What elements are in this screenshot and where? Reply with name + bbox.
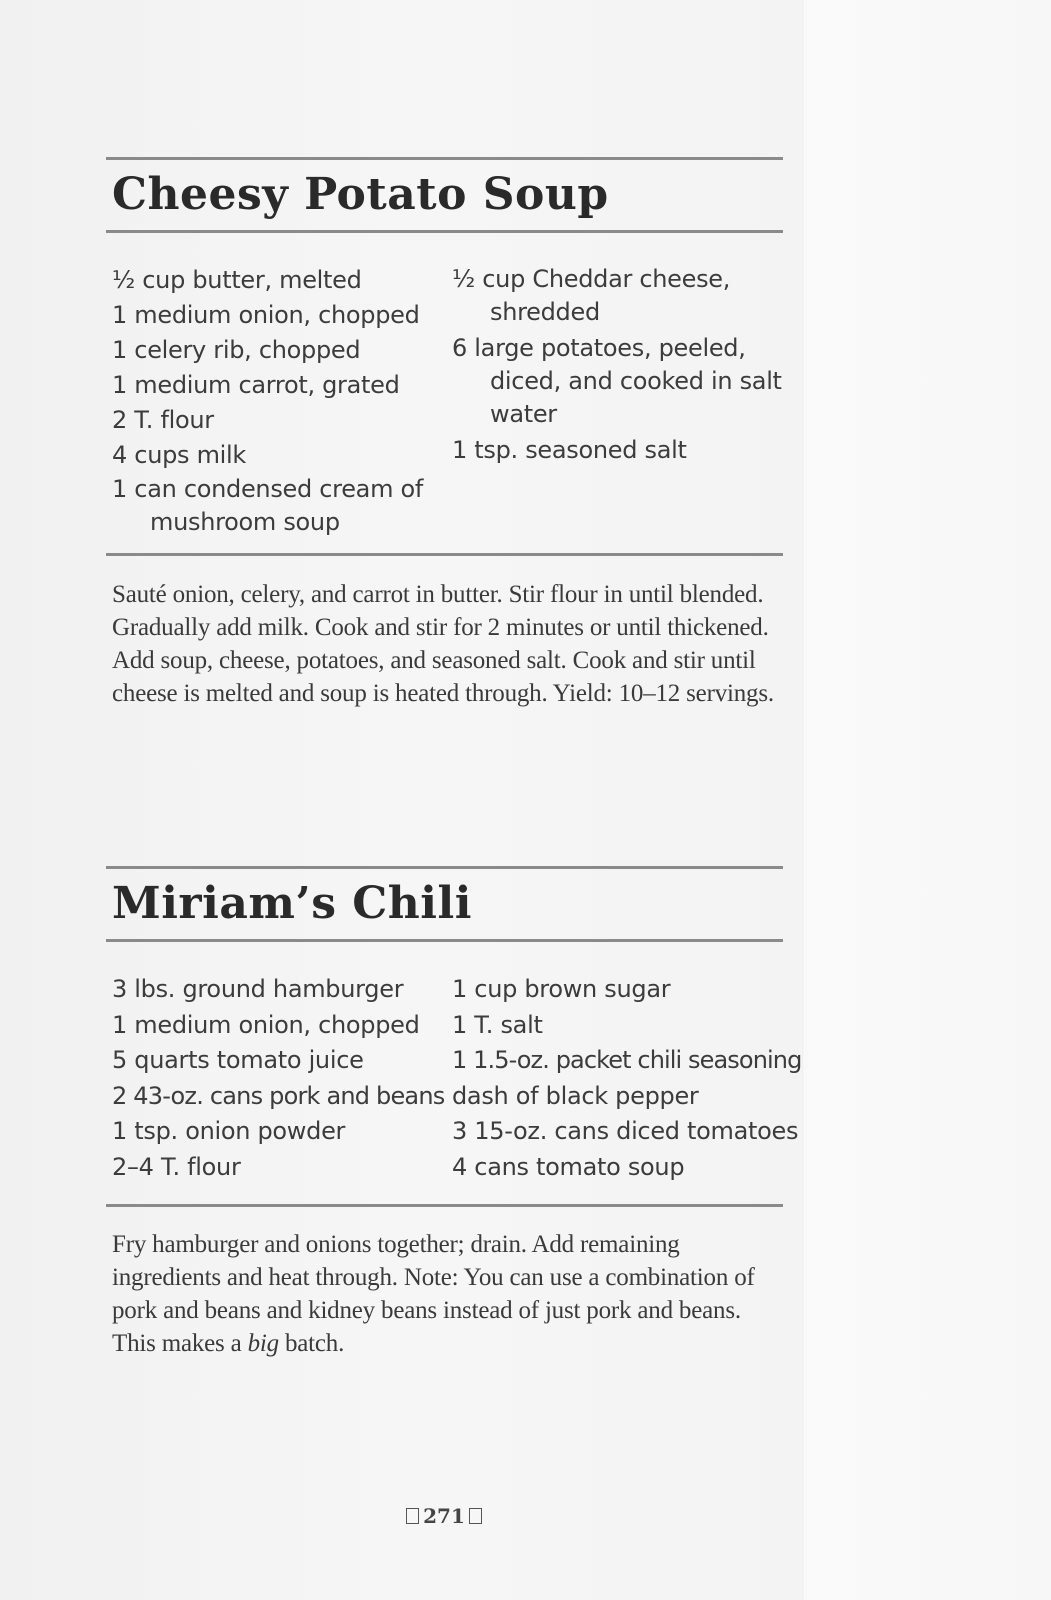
ingredient-item: 1 medium onion, chopped bbox=[112, 301, 420, 329]
directions-text-end: batch. bbox=[278, 1330, 345, 1357]
ingredient-item: 1 1.5-oz. packet chili seasoning bbox=[452, 1046, 802, 1074]
page-number: 271 bbox=[423, 1504, 465, 1528]
recipe-directions bbox=[106, 1228, 782, 1360]
ingredient-item: 2–4 T. flour bbox=[112, 1152, 241, 1181]
ingredient-item: 1 T. salt bbox=[452, 1010, 543, 1039]
ingredient-item: 2 43-oz. cans pork and beans bbox=[112, 1081, 445, 1110]
ingredients-bottom-rule bbox=[106, 553, 783, 556]
ingredients-column-left bbox=[112, 972, 452, 1185]
ingredient-item: 1 tsp. onion powder bbox=[112, 1117, 346, 1145]
ingredient-item: 1 medium onion, chopped bbox=[112, 1010, 420, 1039]
ingredients-column-right bbox=[452, 263, 783, 539]
ingredient-item: 1 celery rib, chopped bbox=[112, 336, 361, 364]
recipe-directions: Sauté onion, celery, and carrot in butter. Stir flour in until blended. Gradually add milk. Cook and stir for 2 minutes or until thickened. Add soup, cheese, potatoes, and seasoned salt. Cook and stir until cheese is melted and soup is heated through. Yield: 10–12 servings. bbox=[112, 581, 774, 707]
ingredient-item: ½ cup Cheddar cheese, shredded bbox=[452, 265, 731, 326]
recipe-cheesy-potato-soup bbox=[106, 157, 783, 707]
ornament-left-icon bbox=[406, 1508, 419, 1524]
recipe-title: Miriam’s Chili bbox=[112, 878, 472, 929]
ingredient-item: 1 can condensed cream of mushroom soup bbox=[112, 475, 424, 536]
ingredient-item: 3 15-oz. cans diced tomatoes bbox=[452, 1117, 799, 1145]
title-bottom-rule bbox=[106, 939, 783, 942]
ingredient-item: 2 T. flour bbox=[112, 406, 214, 434]
recipe-title: Cheesy Potato Soup bbox=[112, 169, 609, 220]
directions-emphasis: big bbox=[247, 1330, 279, 1357]
ingredient-item: 1 cup brown sugar bbox=[452, 975, 671, 1003]
ingredients-list bbox=[106, 263, 783, 539]
ingredient-item: 4 cans tomato soup bbox=[452, 1152, 685, 1181]
ingredient-item: 4 cups milk bbox=[112, 441, 246, 469]
ingredient-item: ½ cup butter, melted bbox=[112, 266, 362, 294]
ornament-right-icon bbox=[469, 1508, 482, 1524]
ingredient-item: 5 quarts tomato juice bbox=[112, 1046, 364, 1074]
ingredient-item: 6 large potatoes, peeled, diced, and cooked in salt water bbox=[452, 334, 782, 428]
recipe-miriams-chili bbox=[106, 866, 802, 1357]
page-footer bbox=[0, 1504, 888, 1528]
ingredients-bottom-rule bbox=[106, 1204, 783, 1207]
page-fold bbox=[802, 0, 805, 1600]
ingredients-column-left bbox=[112, 263, 452, 539]
ingredients-list bbox=[106, 972, 802, 1185]
ingredient-item: 3 lbs. ground hamburger bbox=[112, 975, 404, 1003]
title-bottom-rule bbox=[106, 230, 783, 233]
ingredient-item: 1 tsp. seasoned salt bbox=[452, 436, 687, 464]
ingredient-item: dash of black pepper bbox=[452, 1081, 699, 1110]
ingredients-column-right bbox=[452, 972, 802, 1185]
ingredient-item: 1 medium carrot, grated bbox=[112, 371, 400, 399]
directions-text: Fry hamburger and onions together; drain. Add remaining ingredients and heat through. Note: You can use a combination of pork and beans and kidney beans instead of just pork and beans. This makes a bbox=[112, 1231, 755, 1357]
